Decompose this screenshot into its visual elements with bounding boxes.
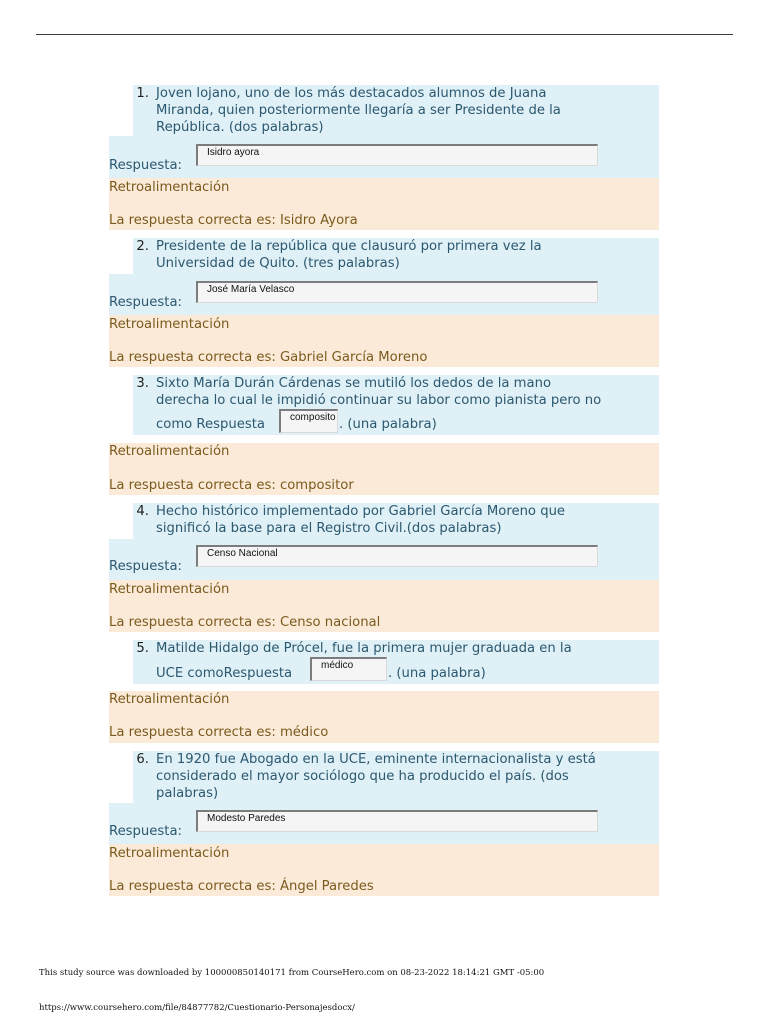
answer-field-2[interactable]: José María Velasco [196, 281, 598, 303]
feedback-title: Retroalimentación [109, 180, 230, 195]
question-2 [133, 238, 659, 274]
question-6-number: 6. [136, 752, 149, 767]
question-1-number: 1. [136, 86, 149, 101]
question-5-text [133, 640, 659, 657]
feedback-title: Retroalimentación [109, 846, 230, 861]
question-1-text [133, 85, 659, 136]
question-5-inline-before: UCE comoRespuesta [156, 666, 293, 681]
correct-answer: La respuesta correcta es: Gabriel García Moreno [109, 350, 428, 365]
correct-answer: La respuesta correcta es: compositor [109, 478, 354, 493]
question-3-line: derecha lo cual le impidió continuar su labor como pianista pero no [156, 393, 602, 408]
feedback-1 [109, 178, 659, 230]
download-note: This study source was downloaded by 100000850140171 from CourseHero.com on 08-23-2022 18:14:21 GMT -05:00 [39, 968, 545, 978]
answer-field-6[interactable]: Modesto Paredes [196, 810, 598, 832]
question-3-text [133, 375, 659, 409]
question-2-text [133, 238, 659, 272]
question-6-text [133, 751, 659, 802]
question-3-inline-after: . (una palabra) [339, 417, 437, 432]
response-label: Respuesta: [109, 295, 182, 310]
question-4 [133, 503, 659, 539]
answer-field-5[interactable]: médico [310, 657, 387, 681]
correct-answer: La respuesta correcta es: Ángel Paredes [109, 879, 374, 894]
response-row-6 [109, 803, 659, 844]
feedback-title: Retroalimentación [109, 317, 230, 332]
feedback-title: Retroalimentación [109, 444, 230, 459]
question-4-text [133, 503, 659, 537]
question-3-line: Sixto María Durán Cárdenas se mutiló los dedos de la mano [156, 376, 552, 391]
response-row-1 [109, 136, 659, 178]
feedback-4 [109, 580, 659, 632]
question-3 [133, 375, 659, 435]
source-url[interactable]: https://www.coursehero.com/file/84877782/Cuestionario-Personajesdocx/ [39, 1003, 355, 1013]
question-5 [133, 640, 659, 684]
response-label: Respuesta: [109, 824, 182, 839]
response-row-2 [109, 274, 659, 315]
feedback-title: Retroalimentación [109, 582, 230, 597]
question-3-number: 3. [136, 376, 149, 391]
feedback-2 [109, 315, 659, 367]
question-4-number: 4. [136, 504, 149, 519]
question-6-line: considerado el mayor sociólogo que ha producido el país. (dos [156, 769, 569, 784]
question-1 [133, 85, 659, 136]
question-6 [133, 751, 659, 803]
question-5-inline-after: . (una palabra) [388, 666, 486, 681]
response-row-4 [109, 539, 659, 580]
correct-answer: La respuesta correcta es: médico [109, 725, 329, 740]
answer-field-3[interactable]: composito [279, 409, 338, 433]
question-1-line: Miranda, quien posteriormente llegaría a ser Presidente de la [156, 103, 561, 118]
question-3-inline-before: como Respuesta [156, 417, 265, 432]
question-4-line: significó la base para el Registro Civil.(dos palabras) [156, 521, 502, 536]
feedback-6 [109, 844, 659, 896]
correct-answer: La respuesta correcta es: Censo nacional [109, 615, 381, 630]
feedback-3 [109, 443, 659, 495]
feedback-5 [109, 691, 659, 743]
question-6-line: En 1920 fue Abogado en la UCE, eminente internacionalista y está [156, 752, 596, 767]
feedback-title: Retroalimentación [109, 692, 230, 707]
question-1-line: República. (dos palabras) [156, 120, 324, 135]
answer-field-4[interactable]: Censo Nacional [196, 545, 598, 567]
response-label: Respuesta: [109, 559, 182, 574]
question-2-line: Universidad de Quito. (tres palabras) [156, 256, 400, 271]
question-2-number: 2. [136, 239, 149, 254]
top-rule [36, 34, 733, 35]
question-6-line: palabras) [156, 786, 219, 801]
question-5-number: 5. [136, 641, 149, 656]
response-label: Respuesta: [109, 158, 182, 173]
correct-answer: La respuesta correcta es: Isidro Ayora [109, 213, 358, 228]
answer-field-1[interactable]: Isidro ayora [196, 144, 598, 166]
question-2-line: Presidente de la república que clausuró por primera vez la [156, 239, 542, 254]
question-4-line: Hecho histórico implementado por Gabriel García Moreno que [156, 504, 566, 519]
question-1-line: Joven lojano, uno de los más destacados alumnos de Juana [156, 86, 547, 101]
question-5-line: Matilde Hidalgo de Prócel, fue la primera mujer graduada en la [156, 641, 572, 656]
